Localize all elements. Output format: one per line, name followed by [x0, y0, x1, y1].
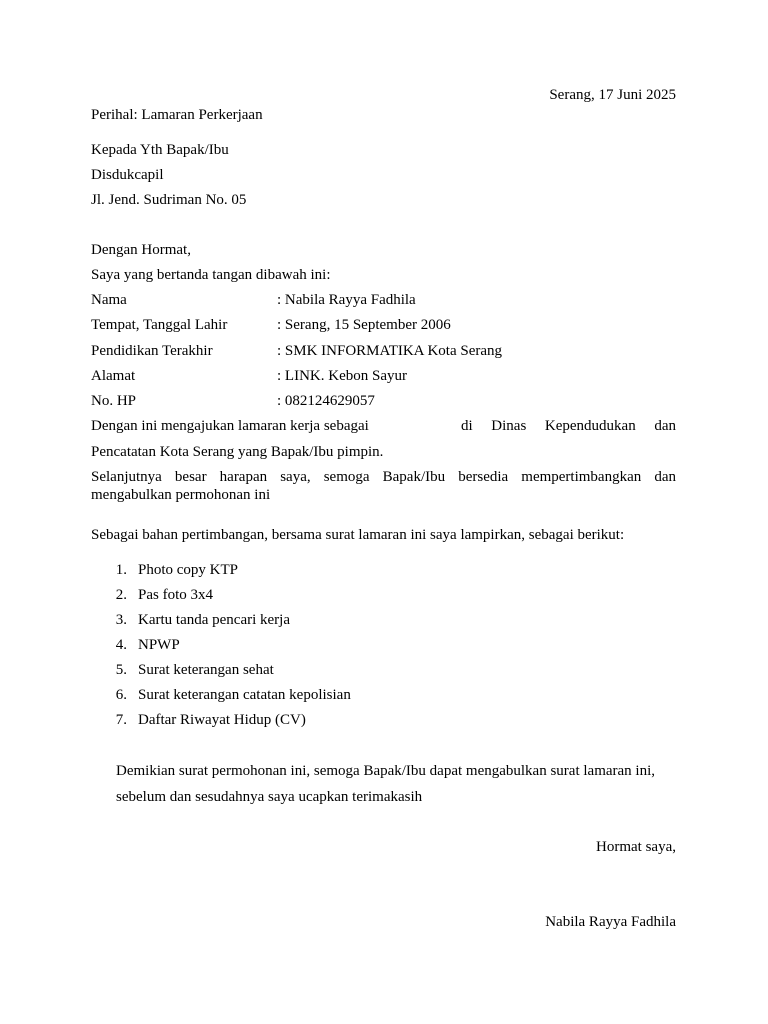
application-line-1 — [91, 417, 676, 435]
field-label-phone: No. HP — [91, 393, 137, 409]
application-word: dan — [654, 418, 676, 434]
attachments-intro: Sebagai bahan pertimbangan, bersama surat lamaran ini saya lampirkan, sebagai berikut: — [91, 527, 625, 543]
list-item-number: 7. — [115, 712, 127, 728]
subject-line: Perihal: Lamaran Perkerjaan — [91, 107, 263, 123]
list-item: Surat keterangan sehat — [138, 662, 274, 678]
intro-line: Saya yang bertanda tangan dibawah ini: — [91, 267, 331, 283]
recipient-line-2: Disdukcapil — [91, 167, 164, 183]
list-item-number: 5. — [115, 662, 127, 678]
recipient-address: Jl. Jend. Sudriman No. 05 — [91, 192, 247, 208]
list-item-number: 1. — [115, 562, 127, 578]
list-item: Pas foto 3x4 — [138, 587, 213, 603]
application-words — [461, 417, 676, 435]
place-date: Serang, 17 Juni 2025 — [549, 87, 676, 103]
list-item-number: 2. — [115, 587, 127, 603]
list-item: Daftar Riwayat Hidup (CV) — [138, 712, 306, 728]
application-word: Dinas — [491, 418, 527, 434]
closing-line-1: Demikian surat permohonan ini, semoga Bapak/Ibu dapat mengabulkan surat lamaran ini, — [116, 763, 656, 779]
field-value-birth: : Serang, 15 September 2006 — [277, 317, 451, 333]
application-word: di — [461, 418, 473, 434]
field-value-education: : SMK INFORMATIKA Kota Serang — [277, 343, 502, 359]
closing-line-2: sebelum dan sesudahnya saya ucapkan terimakasih — [116, 789, 423, 805]
list-item-number: 6. — [115, 687, 127, 703]
signoff: Hormat saya, — [596, 839, 676, 855]
hope-paragraph: Selanjutnya besar harapan saya, semoga Bapak/Ibu bersedia mempertimbangkan dan mengabulkan permohonan ini — [91, 469, 676, 503]
list-item: Kartu tanda pencari kerja — [138, 612, 290, 628]
list-item: NPWP — [138, 637, 180, 653]
field-label-education: Pendidikan Terakhir — [91, 343, 213, 359]
application-line-2: Pencatatan Kota Serang yang Bapak/Ibu pimpin. — [91, 444, 384, 460]
recipient-line-1: Kepada Yth Bapak/Ibu — [91, 142, 229, 158]
field-value-address: : LINK. Kebon Sayur — [277, 368, 407, 384]
field-label-address: Alamat — [91, 368, 136, 384]
application-word: Kependudukan — [544, 418, 636, 434]
list-item: Surat keterangan catatan kepolisian — [138, 687, 351, 703]
field-value-phone: : 082124629057 — [277, 393, 375, 409]
list-item-number: 4. — [115, 637, 127, 653]
signer-name: Nabila Rayya Fadhila — [545, 914, 676, 930]
greeting: Dengan Hormat, — [91, 242, 191, 258]
field-value-name: : Nabila Rayya Fadhila — [277, 292, 416, 308]
list-item-number: 3. — [115, 612, 127, 628]
list-item: Photo copy KTP — [138, 562, 239, 578]
field-label-name: Nama — [91, 292, 127, 308]
application-lead: Dengan ini mengajukan lamaran kerja sebagai — [91, 418, 369, 434]
field-label-birth: Tempat, Tanggal Lahir — [91, 317, 228, 333]
